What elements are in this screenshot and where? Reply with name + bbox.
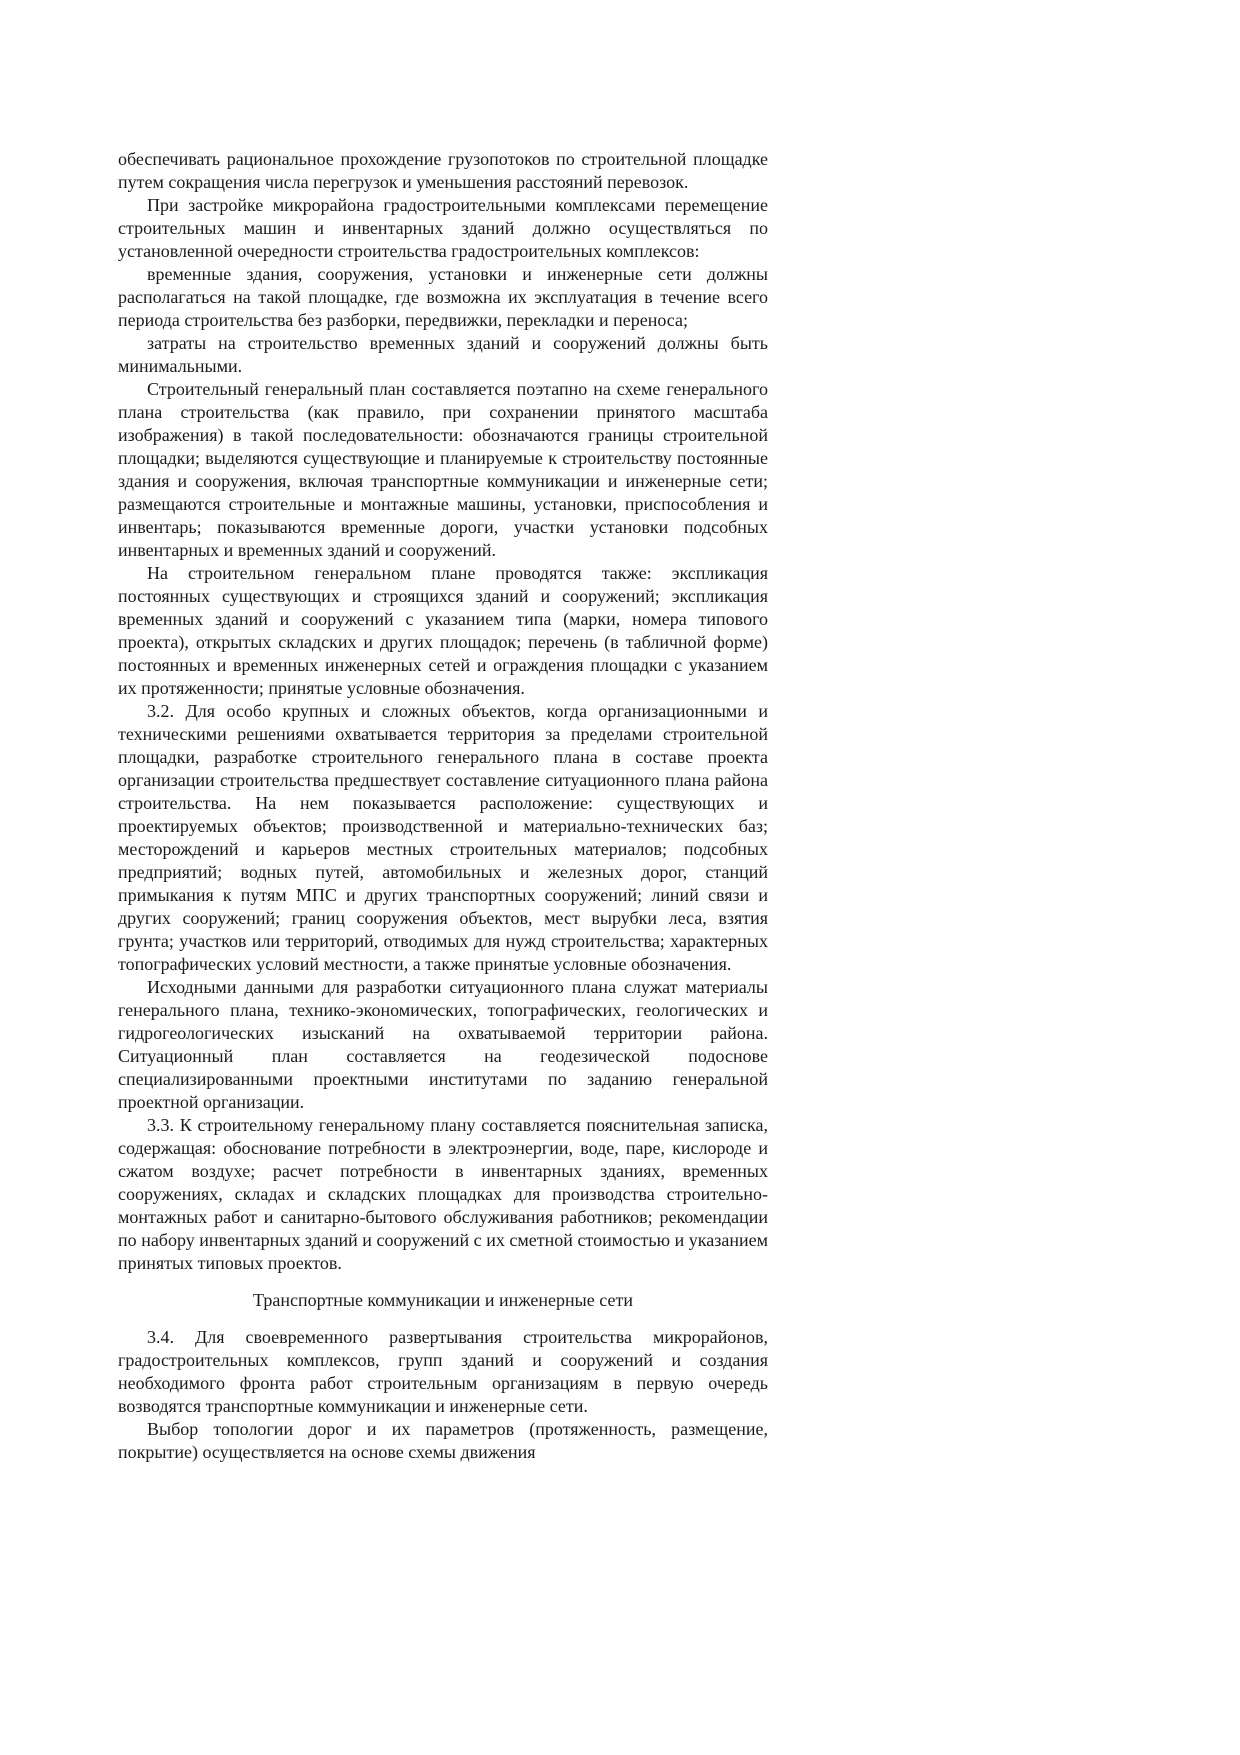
- paragraph: 3.4. Для своевременного развертывания строительства микрорайонов, градостроительных комплексов, групп зданий и сооружений и создания необходимого фронта работ строительным организациям в первую очередь возводятся транспортные коммуникации и инженерные сети.: [118, 1327, 768, 1416]
- paragraph: Строительный генеральный план составляется поэтапно на схеме генерального плана строительства (как правило, при сохранении принятого масштаба изображения) в такой последовательности: обозначаются границы строительной площадки; выделяются существующие и планируемые к строительству постоянные здания и сооружения, включая транспортные коммуникации и инженерные сети; размещаются строительные и монтажные машины, установки, приспособления и инвентарь; показываются временные дороги, участки установки подсобных инвентарных и временных зданий и сооружений.: [118, 379, 768, 560]
- section-heading: Транспортные коммуникации и инженерные сети: [253, 1290, 633, 1310]
- paragraph: Исходными данными для разработки ситуационного плана служат материалы генерального плана, технико-экономических, топографических, геологических и гидрогеологических изысканий на охватываемой территории района. Ситуационный план составляется на геодезической подоснове специализированными проектными институтами по заданию генеральной проектной организации.: [118, 977, 768, 1112]
- paragraph: На строительном генеральном плане проводятся также: экспликация постоянных существующих и строящихся зданий и сооружений; экспликация временных зданий и сооружений с указанием типа (марки, номера типового проекта), открытых складских и других площадок; перечень (в табличной форме) постоянных и временных инженерных сетей и ограждения площадки с указанием их протяженности; принятые условные обозначения.: [118, 563, 768, 698]
- paragraph: обеспечивать рациональное прохождение грузопотоков по строительной площадке путем сокращения числа перегрузок и уменьшения расстояний перевозок.: [118, 149, 768, 192]
- paragraph: 3.3. К строительному генеральному плану составляется пояснительная записка, содержащая: обоснование потребности в электроэнергии, воде, паре, кислороде и сжатом воздухе; расчет потребности в инвентарных зданиях, временных сооружениях, складах и складских площадках для производства строительно-монтажных работ и санитарно-бытового обслуживания работников; рекомендации по набору инвентарных зданий и сооружений с их сметной стоимостью и указанием принятых типовых проектов.: [118, 1115, 768, 1273]
- paragraph: затраты на строительство временных зданий и сооружений должны быть минимальными.: [118, 333, 768, 376]
- paragraph: 3.2. Для особо крупных и сложных объектов, когда организационными и техническими решениями охватывается территория за пределами строительной площадки, разработке строительного генерального плана в составе проекта организации строительства предшествует составление ситуационного плана района строительства. На нем показывается расположение: существующих и проектируемых объектов; производственной и материально-технических баз; месторождений и карьеров местных строительных материалов; подсобных предприятий; водных путей, автомобильных и железных дорог, станций примыкания к путям МПС и других транспортных сооружений; линий связи и других сооружений; границ сооружения объектов, мест вырубки леса, взятия грунта; участков или территорий, отводимых для нужд строительства; характерных топографических условий местности, а также принятые условные обозначения.: [118, 701, 768, 974]
- paragraph: Выбор топологии дорог и их параметров (протяженность, размещение, покрытие) осуществляется на основе схемы движения: [118, 1419, 768, 1462]
- document-page: [118, 148, 768, 1464]
- paragraph: временные здания, сооружения, установки и инженерные сети должны располагаться на такой площадке, где возможна их эксплуатация в течение всего периода строительства без разборки, передвижки, перекладки и переноса;: [118, 264, 768, 330]
- paragraph: При застройке микрорайона градостроительными комплексами перемещение строительных машин и инвентарных зданий должно осуществляться по установленной очередности строительства градостроительных комплексов:: [118, 195, 768, 261]
